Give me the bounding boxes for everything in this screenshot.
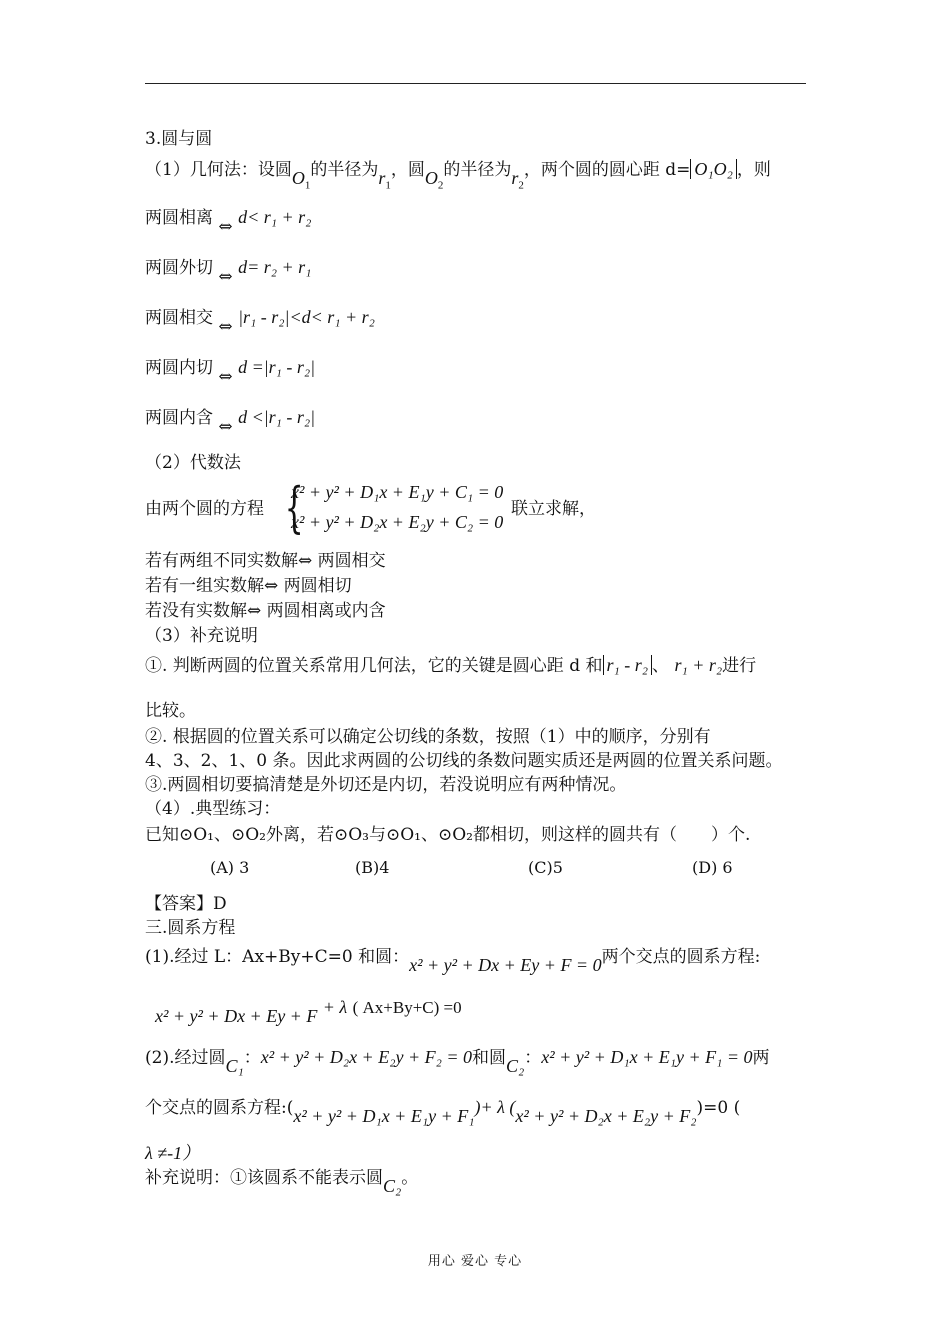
supplement-title: （3）补充说明 [145,626,258,646]
lambda-condition-text: λ ≠-1） [145,1143,201,1163]
iff-symbol: ⇔ [218,417,233,437]
geo-text-3: ，圆 [390,160,425,180]
relation-separate [145,206,312,237]
answer: 【答案】D [145,894,227,914]
option-d: (D) 6 [692,858,733,877]
C2-symbol: C₂ [383,1176,402,1196]
lambda-condition [145,1142,200,1165]
case-no-solution: 若没有实数解⇔ 两圆相离或内含 [145,601,386,621]
relation-internally-tangent [145,356,316,387]
lambda-term: + λ [322,997,348,1017]
note-1-abs: r₁ - r₂ [603,655,653,675]
lambda-term: )+ λ ( [474,1097,516,1117]
family-2-tail-text: 个交点的圆系方程:( [145,1098,294,1118]
iff-symbol: ⇔ [218,367,233,387]
note-1-end: 进行 [722,656,757,676]
r1-symbol: $r_1$ [378,168,391,192]
note-3: ③.两圆相切要搞清楚是外切还是内切，若没说明应有两种情况。 [145,775,627,795]
note-1-sum: r₁ + r₂ [674,655,723,675]
family-1-text: (1).经过 L：Ax+By+C=0 和圆： [145,947,410,967]
and-text: 和圆 [472,1048,506,1068]
relation-formula: d= r₂ + r₁ [238,257,312,277]
system-equation-2: x² + y² + D₂x + E₂y + C₂ = 0 [291,512,504,532]
option-b: (B)4 [355,858,390,877]
exercise-question: 已知⊙O₁、⊙O₂外离，若⊙O₃与⊙O₁、⊙O₂都相切，则这样的圆共有（ ）个. [145,825,751,845]
system-brace: { [284,476,304,539]
center-distance-abs: O₁O₂ [690,159,737,179]
page-footer: 用心 爱心 专心 [427,1254,523,1269]
iff-symbol: ⇔ [218,217,233,237]
family-1-circle-part: x² + y² + Dx + Ey + F [155,1006,318,1026]
geo-text-6: ，则 [736,160,771,180]
supplement-2 [145,1166,419,1196]
section-three-title: 三.圆系方程 [145,918,236,938]
relation-label: 两圆相交 [145,308,213,328]
O2-symbol: $O_2$ [424,168,444,192]
section-3-title: 3.圆与圆 [145,129,213,149]
note-1-sep: 、 [652,656,670,676]
note-1-text: ①. 判断两圆的位置关系常用几何法，它的关键是圆心距 d 和 [145,656,603,676]
geo-text-1: （1）几何法：设圆 [145,160,292,180]
system-equation-1: x² + y² + D₁x + E₁y + C₁ = 0 [291,482,504,502]
geo-text-5: ，两个圆的圆心距 d= [523,160,691,180]
exercise-title: （4）.典型练习： [145,799,281,819]
family-line-2 [145,1046,770,1076]
C2-symbol: C₂ [506,1056,525,1076]
relation-formula: d <|r₁ - r₂| [238,407,316,427]
relation-label: 两圆内含 [145,408,213,428]
note-1-continued: 比较。 [145,701,196,721]
relation-label: 两圆外切 [145,258,213,278]
family-2-second-circle: x² + y² + D₂x + E₂y + F₂ [515,1106,697,1126]
family-2-text: (2).经过圆 [145,1048,226,1068]
note-2-line-2: 4、3、2、1、0 条。因此求两圆的公切线的条数问题实质还是两圆的位置关系问题。 [145,751,783,771]
family-1-tail: 两个交点的圆系方程: [601,947,761,967]
circle-equation: x² + y² + Dx + Ey + F = 0 [409,955,602,975]
relation-formula: |r₁ - r₂|<d< r₁ + r₂ [238,307,375,327]
algebraic-method-title: （2）代数法 [145,453,241,473]
option-c: (C)5 [528,858,563,877]
relation-label: 两圆内切 [145,358,213,378]
two-text: 两 [752,1048,770,1068]
relation-label: 两圆相离 [145,208,213,228]
relation-contained [145,406,316,437]
r2-symbol: $r_2$ [511,168,524,192]
family-2-end: )=0 ( [696,1098,741,1118]
family-equation-1 [155,996,462,1026]
iff-symbol: ⇔ [218,317,233,337]
family-2-first-circle: x² + y² + D₁x + E₁y + F₁ [293,1106,475,1126]
geo-text-2: 的半径为 [310,160,379,180]
option-a: (A) 3 [210,858,250,877]
case-one-solution: 若有一组实数解⇔ 两圆相切 [145,576,352,596]
note-2-line-1: ②. 根据圆的位置关系可以确定公切线的条数，按照（1）中的顺序，分别有 [145,727,711,747]
relation-formula: d< r₁ + r₂ [238,207,312,227]
geometric-method-line [145,158,771,192]
family-1-line-part: ( Ax+By+C) =0 [352,998,462,1017]
case-two-solutions: 若有两组不同实数解⇔ 两圆相交 [145,551,386,571]
relation-intersect [145,306,375,337]
system-tail: 联立求解， [511,499,596,519]
relation-externally-tangent [145,256,312,287]
C1-symbol: C₁ [225,1056,244,1076]
geo-text-4: 的半径为 [443,160,512,180]
system-lead: 由两个圆的方程 [145,499,264,519]
supplement-2-end: 。 [401,1168,419,1188]
circle-C2-equation: x² + y² + D₁x + E₁y + F₁ = 0 [541,1047,753,1067]
family-line-1 [145,945,761,975]
O1-symbol: $O_1$ [291,168,311,192]
iff-symbol: ⇔ [218,267,233,287]
family-line-3 [145,1096,741,1126]
relation-formula: d =|r₁ - r₂| [238,357,316,377]
colon: ： [243,1048,261,1068]
header-rule [145,83,806,84]
colon: ： [524,1048,542,1068]
supplement-2-text: 补充说明：①该圆系不能表示圆 [145,1168,383,1188]
note-1 [145,654,756,677]
circle-C1-equation: x² + y² + D₂x + E₂y + F₂ = 0 [260,1047,472,1067]
